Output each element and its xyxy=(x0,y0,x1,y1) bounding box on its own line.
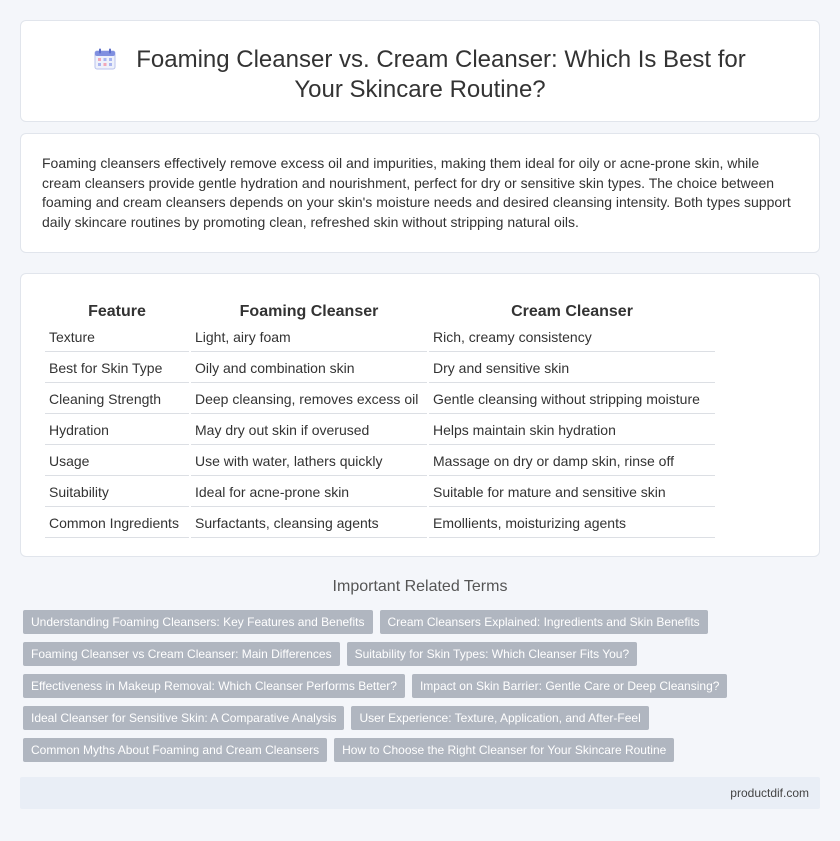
table-row xyxy=(45,323,715,352)
cell-cream: Gentle cleansing without stripping moisture xyxy=(429,385,715,414)
related-terms-list xyxy=(23,610,813,770)
header-foaming: Foaming Cleanser xyxy=(239,303,379,320)
related-term-link[interactable]: Foaming Cleanser vs Cream Cleanser: Main Differences xyxy=(23,642,340,666)
related-term-link[interactable]: Effectiveness in Makeup Removal: Which Cleanser Performs Better? xyxy=(23,674,405,698)
cell-feature: Hydration xyxy=(45,416,189,445)
cell-foaming: Use with water, lathers quickly xyxy=(191,447,427,476)
cell-feature: Suitability xyxy=(45,478,189,507)
footer xyxy=(20,777,820,809)
calendar-icon xyxy=(94,48,116,70)
related-terms-title: Important Related Terms xyxy=(332,578,508,595)
summary-card xyxy=(20,133,820,253)
title-card xyxy=(20,20,820,122)
header-cream: Cream Cleanser xyxy=(511,303,633,320)
related-term-link[interactable]: Common Myths About Foaming and Cream Cleansers xyxy=(23,738,327,762)
cell-feature: Common Ingredients xyxy=(45,509,189,538)
cell-foaming: Oily and combination skin xyxy=(191,354,427,383)
comparison-table xyxy=(43,297,717,540)
cell-foaming: Ideal for acne-prone skin xyxy=(191,478,427,507)
tag-row xyxy=(23,674,813,698)
cell-feature: Texture xyxy=(45,323,189,352)
cell-cream: Rich, creamy consistency xyxy=(429,323,715,352)
cell-cream: Helps maintain skin hydration xyxy=(429,416,715,445)
tag-row xyxy=(23,610,813,634)
table-row xyxy=(45,447,715,476)
page-title xyxy=(21,45,819,105)
cell-cream: Massage on dry or damp skin, rinse off xyxy=(429,447,715,476)
comparison-card xyxy=(20,273,820,557)
table-row xyxy=(45,416,715,445)
related-term-link[interactable]: Impact on Skin Barrier: Gentle Care or Deep Cleansing? xyxy=(412,674,727,698)
cell-foaming: May dry out skin if overused xyxy=(191,416,427,445)
cell-foaming: Light, airy foam xyxy=(191,323,427,352)
tag-row xyxy=(23,642,813,666)
header-feature: Feature xyxy=(88,303,146,320)
table-row xyxy=(45,478,715,507)
cell-foaming: Deep cleansing, removes excess oil xyxy=(191,385,427,414)
cell-feature: Best for Skin Type xyxy=(45,354,189,383)
cell-foaming: Surfactants, cleansing agents xyxy=(191,509,427,538)
table-header-row xyxy=(45,299,715,321)
table-row xyxy=(45,385,715,414)
related-term-link[interactable]: Cream Cleansers Explained: Ingredients and Skin Benefits xyxy=(380,610,708,634)
cell-cream: Dry and sensitive skin xyxy=(429,354,715,383)
related-term-link[interactable]: User Experience: Texture, Application, and After-Feel xyxy=(351,706,648,730)
tag-row xyxy=(23,706,813,730)
tag-row xyxy=(23,738,813,762)
related-term-link[interactable]: Suitability for Skin Types: Which Cleanser Fits You? xyxy=(347,642,638,666)
related-term-link[interactable]: Understanding Foaming Cleansers: Key Features and Benefits xyxy=(23,610,373,634)
cell-feature: Cleaning Strength xyxy=(45,385,189,414)
site-link[interactable]: productdif.com xyxy=(730,786,809,800)
cell-cream: Suitable for mature and sensitive skin xyxy=(429,478,715,507)
table-row xyxy=(45,509,715,538)
cell-cream: Emollients, moisturizing agents xyxy=(429,509,715,538)
summary-text: Foaming cleansers effectively remove excess oil and impurities, making them ideal for oily or acne-prone skin, while cream cleansers provide gentle hydration and nourishment, perfect for dry or sensitive skin types. The choice between foaming and cream cleansers depends on your skin's moisture needs and desired cleansing intensity. Both types support daily skincare routines by promoting clean, refreshed skin without stripping natural oils. xyxy=(42,155,791,230)
page-title-text: Foaming Cleanser vs. Cream Cleanser: Which Is Best for Your Skincare Routine? xyxy=(136,46,746,103)
related-term-link[interactable]: How to Choose the Right Cleanser for Your Skincare Routine xyxy=(334,738,674,762)
cell-feature: Usage xyxy=(45,447,189,476)
related-term-link[interactable]: Ideal Cleanser for Sensitive Skin: A Comparative Analysis xyxy=(23,706,344,730)
table-row xyxy=(45,354,715,383)
